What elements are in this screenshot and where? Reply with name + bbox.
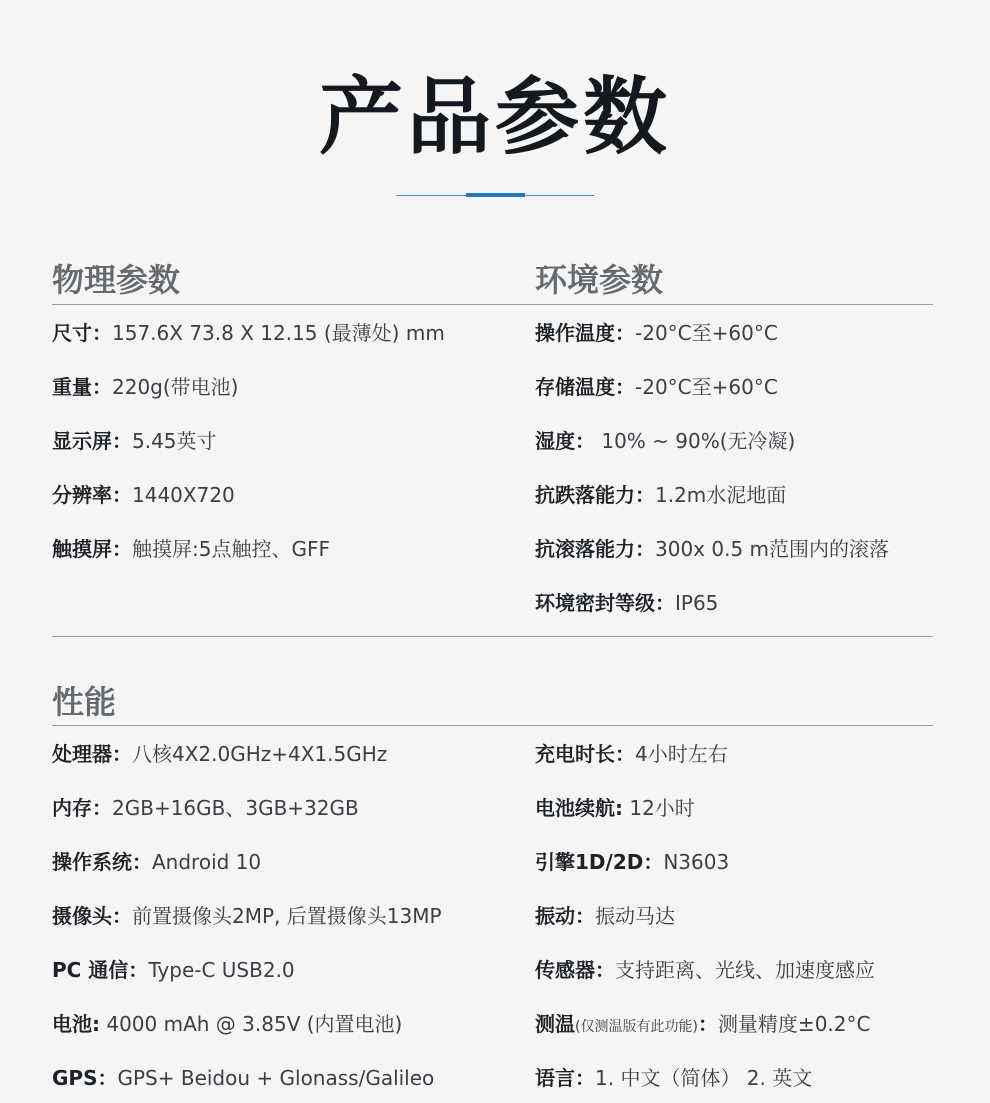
spec-key: 充电时长： bbox=[535, 742, 635, 766]
spec-key: 传感器： bbox=[535, 958, 615, 982]
section-rule-environment bbox=[502, 304, 933, 305]
spec-key: 摄像头： bbox=[52, 904, 132, 928]
spec-value: 前置摄像头2MP, 后置摄像头13MP bbox=[132, 904, 442, 928]
spec-value: Android 10 bbox=[152, 850, 262, 874]
spec-row-weight bbox=[52, 373, 238, 401]
spec-value: 1.2m水泥地面 bbox=[655, 483, 787, 507]
spec-key: 环境密封等级： bbox=[535, 591, 675, 615]
spec-key: PC 通信： bbox=[52, 958, 149, 982]
spec-key: 湿度： bbox=[535, 429, 595, 453]
spec-row-touchscreen bbox=[52, 535, 330, 563]
spec-value: 157.6X 73.8 X 12.15 (最薄处) mm bbox=[112, 321, 445, 345]
spec-value: GPS+ Beidou + Glonass/Galileo bbox=[117, 1066, 435, 1090]
spec-row-camera bbox=[52, 902, 442, 930]
spec-row-sensors bbox=[535, 956, 875, 984]
spec-key: 分辨率： bbox=[52, 483, 132, 507]
spec-key: GPS： bbox=[52, 1066, 118, 1090]
spec-key: 尺寸： bbox=[52, 321, 112, 345]
spec-key: 语言： bbox=[535, 1066, 595, 1090]
spec-row-processor bbox=[52, 740, 387, 768]
spec-key: 抗跌落能力： bbox=[535, 483, 655, 507]
spec-row-memory bbox=[52, 794, 359, 822]
spec-row-display bbox=[52, 427, 217, 455]
section-rule-performance bbox=[52, 725, 933, 726]
spec-value: 4000 mAh @ 3.85V (内置电池) bbox=[100, 1012, 403, 1036]
spec-key-note: (仅测温版有此功能) bbox=[575, 1019, 698, 1035]
spec-value: 300x 0.5 m范围内的滚落 bbox=[655, 537, 890, 561]
spec-key: 测温 bbox=[535, 1012, 575, 1036]
spec-row-battery-life bbox=[535, 794, 695, 822]
spec-value: -20°C至+60°C bbox=[635, 321, 778, 345]
page-title: 产品参数 bbox=[318, 68, 671, 166]
spec-row-vibration bbox=[535, 902, 675, 930]
spec-value: 1. 中文（简体） 2. 英文 bbox=[595, 1066, 813, 1090]
spec-value: 5.45英寸 bbox=[132, 429, 217, 453]
spec-row-charge-time bbox=[535, 740, 728, 768]
spec-key: 内存： bbox=[52, 796, 112, 820]
spec-value: 触摸屏:5点触控、GFF bbox=[132, 537, 330, 561]
spec-key: 引擎1D/2D： bbox=[535, 850, 664, 874]
spec-value: -20°C至+60°C bbox=[635, 375, 778, 399]
spec-value: 支持距离、光线、加速度感应 bbox=[615, 958, 875, 982]
spec-value: 2GB+16GB、3GB+32GB bbox=[112, 796, 359, 820]
spec-row-humidity bbox=[535, 427, 795, 455]
spec-row-os bbox=[52, 848, 261, 876]
spec-row-temperature-measure bbox=[535, 1010, 870, 1041]
spec-value: Type-C USB2.0 bbox=[148, 958, 295, 982]
spec-value: 4小时左右 bbox=[635, 742, 728, 766]
spec-value: 10% ~ 90%(无冷凝) bbox=[595, 429, 796, 453]
spec-key: 处理器： bbox=[52, 742, 132, 766]
spec-row-drop-resistance bbox=[535, 481, 786, 509]
spec-row-tumble-resistance bbox=[535, 535, 889, 563]
spec-key: 存储温度： bbox=[535, 375, 635, 399]
spec-key-colon: ： bbox=[697, 1012, 718, 1036]
spec-row-operating-temp bbox=[535, 319, 778, 347]
section-heading-performance: 性能 bbox=[52, 683, 117, 721]
spec-row-sealing bbox=[535, 589, 718, 617]
title-accent-bar bbox=[466, 193, 525, 197]
spec-key: 显示屏： bbox=[52, 429, 132, 453]
spec-row-resolution bbox=[52, 481, 235, 509]
spec-row-scan-engine bbox=[535, 848, 729, 876]
spec-value: 220g(带电池) bbox=[112, 375, 239, 399]
spec-row-language bbox=[535, 1064, 812, 1092]
spec-key: 电池续航: bbox=[535, 796, 623, 820]
spec-value: N3603 bbox=[663, 850, 730, 874]
spec-row-gps bbox=[52, 1064, 434, 1092]
spec-key: 振动： bbox=[535, 904, 595, 928]
spec-row-storage-temp bbox=[535, 373, 778, 401]
spec-row-size bbox=[52, 319, 445, 347]
spec-row-battery bbox=[52, 1010, 402, 1038]
spec-value: 振动马达 bbox=[595, 904, 675, 928]
spec-value: IP65 bbox=[675, 591, 719, 615]
spec-value: 八核4X2.0GHz+4X1.5GHz bbox=[132, 742, 388, 766]
spec-key: 操作温度： bbox=[535, 321, 635, 345]
spec-value: 测量精度±0.2°C bbox=[717, 1012, 871, 1036]
spec-key: 电池: bbox=[52, 1012, 100, 1036]
section-heading-physical: 物理参数 bbox=[52, 261, 181, 299]
spec-key: 重量： bbox=[52, 375, 112, 399]
section-divider bbox=[52, 636, 933, 637]
spec-key: 操作系统： bbox=[52, 850, 152, 874]
section-heading-environment: 环境参数 bbox=[535, 261, 664, 299]
spec-row-pc-comm bbox=[52, 956, 295, 984]
spec-key: 抗滚落能力： bbox=[535, 537, 655, 561]
spec-value: 12小时 bbox=[623, 796, 695, 820]
section-rule-physical bbox=[52, 304, 502, 305]
spec-key: 触摸屏： bbox=[52, 537, 132, 561]
spec-value: 1440X720 bbox=[132, 483, 235, 507]
